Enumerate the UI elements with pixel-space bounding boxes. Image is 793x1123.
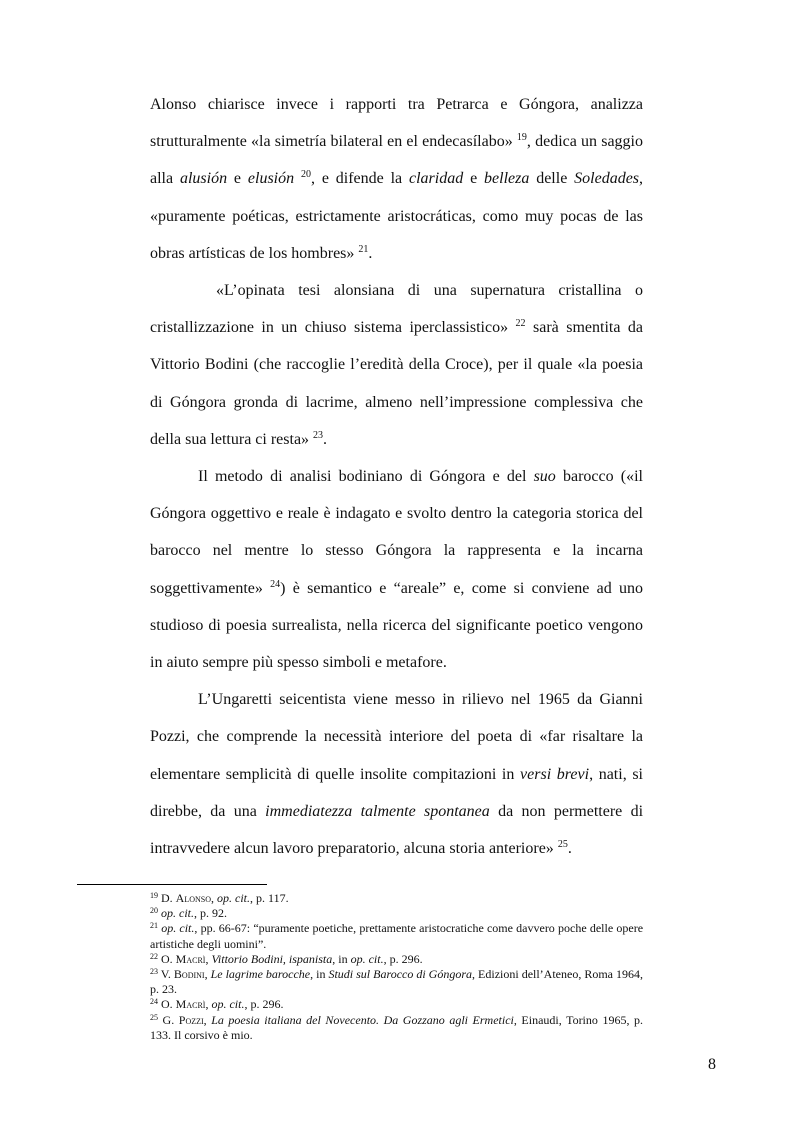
- paragraph-3: Il metodo di analisi bodiniano di Góngora e del suo barocco («il Góngora oggettivo e reale è indagato e svolto dentro la categoria storica del barocco nel mentre lo stesso Góngora la rappresenta e la incarna soggettivamente» $^{24}$) è semantico e “areale” e, come si conviene ad uno studioso di poesia surrealista, nella ricerca del significante poetico vengono in aiuto sempre più spesso simboli e metafore.: [150, 468, 644, 672]
- paragraph-1: Alonso chiarisce invece i rapporti tra Petrarca e Góngora, analizza strutturalmente «la simetría bilateral en el endecasílabo» $^{19}$, dedica un saggio alla alusión e elusión $^{20}$, e difende la claridad e belleza delle Soledades, «puramente poéticas, estrictamente aristocráticas, como muy pocas de las obras artísticas de los hombres» $^{21}$.: [150, 96, 644, 262]
- footnote-25: $^{25}$ G. Pozzi, La poesia italiana del Novecento. Da Gozzano agli Ermetici, Einaudi, Torino 1965, p. 133. Il corsivo è mio.: [150, 1012, 643, 1042]
- page-number: 8: [708, 1056, 716, 1073]
- footnote-23: $^{23}$ V. Bodini, Le lagrime barocche, in Studi sul Barocco di Góngora, Edizioni dell’Ateneo, Roma 1964, p. 23.: [150, 967, 643, 997]
- footnote-21: $^{21}$ op. cit., pp. 66-67: “puramente poetiche, prettamente aristocratiche come davvero poche delle opere artistiche degli uomini”.: [150, 921, 644, 951]
- footnote-ref-21[interactable]: 21: [358, 243, 369, 255]
- paragraph-4: L’Ungaretti seicentista viene messo in rilievo nel 1965 da Gianni Pozzi, che comprende la necessità interiore del poeta di «far risaltare la elementare semplicità di quelle insolite compitazioni in versi brevi, nati, si direbbe, da una immediatezza talmente spontanea da non permettere di intravvedere alcun lavoro preparatorio, alcuna storia anteriore» $^{25}$.: [150, 691, 644, 858]
- main-text: [150, 86, 643, 867]
- footnote-separator: [77, 884, 267, 885]
- footnote-ref-24[interactable]: 24: [270, 578, 281, 590]
- footnote-ref-20[interactable]: 20: [300, 169, 311, 181]
- footnote-24: $^{24}$ O. Macrì, op. cit., p. 296.: [150, 997, 284, 1012]
- footnote-20: $^{20}$ op. cit., p. 92.: [150, 906, 227, 921]
- footnotes: [150, 891, 643, 1043]
- footnote-ref-23[interactable]: 23: [313, 429, 324, 441]
- footnote-ref-19[interactable]: 19: [516, 132, 527, 144]
- footnote-19: $^{19}$ D. Alonso, op. cit., p. 117.: [150, 891, 289, 905]
- footnote-ref-25[interactable]: 25: [557, 839, 568, 851]
- footnote-22: $^{22}$ O. Macrì, Vittorio Bodini, ispanista, in op. cit., p. 296.: [150, 951, 423, 966]
- footnote-ref-22[interactable]: 22: [515, 318, 526, 330]
- paragraph-2: «L’opinata tesi alonsiana di una supernatura cristallina o cristallizzazione in un chiuso sistema iperclassistico» $^{22}$ sarà smentita da Vittorio Bodini (che raccoglie l’eredità della Croce), per il quale «la poesia di Góngora gronda di lacrime, almeno nell’impressione complessiva che della sua lettura ci resta» $^{23}$.: [150, 282, 643, 448]
